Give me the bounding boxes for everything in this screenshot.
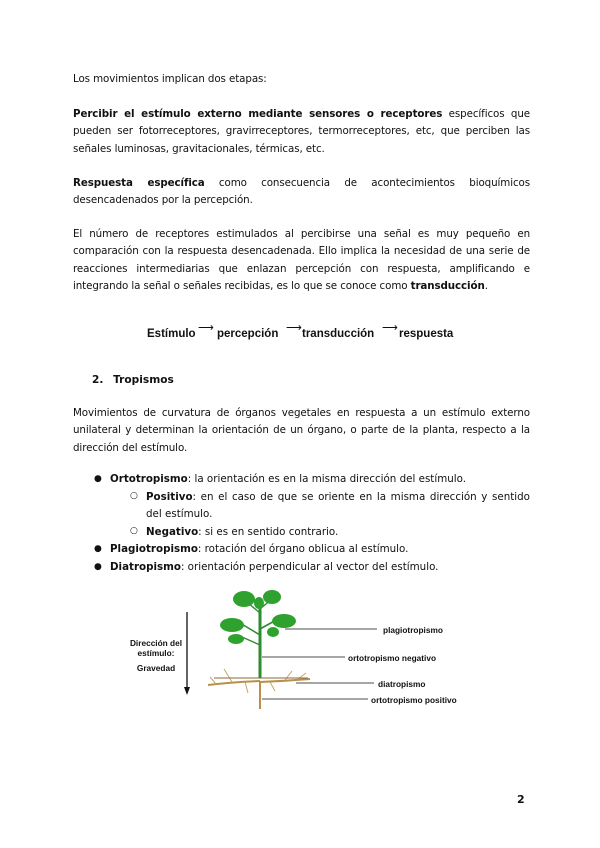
transduccion-text: El número de receptores estimulados al percibirse una señal es muy pequeño en comparación con la respuesta desencadenada. Ello implica la necesidad de una serie de reacciones intermediarias que enlazan percepción con respuesta, amplificando e integrando la señal o señales recibidas, es lo que se conoce como [73, 228, 530, 293]
bullet-dot-icon: ● [94, 562, 102, 572]
positivo-term: Positivo [146, 491, 193, 503]
bullet-circle-icon: ○ [130, 526, 138, 536]
transduccion-bold: transducción [410, 280, 485, 293]
etapa-percibir-paragraph [73, 106, 530, 158]
bullet-circle-icon: ○ [130, 491, 138, 501]
plagiotropismo-term: Plagiotropismo [110, 543, 198, 555]
ortotropismo-desc: : la orientación es en la misma dirección del estímulo. [187, 473, 467, 485]
bullet-dot-icon: ● [94, 474, 102, 484]
figure-pointer-lines [262, 629, 377, 699]
bullet-plagiotropismo [110, 541, 530, 558]
plant-illustration-icon [208, 590, 310, 709]
figure-label-plagiotropismo: plagiotropismo [383, 625, 443, 635]
etapa-respuesta-paragraph [73, 175, 530, 210]
intro-paragraph: Los movimientos implican dos etapas: [73, 73, 267, 85]
gravity-arrow-icon [184, 612, 190, 695]
flow-respuesta: respuesta [399, 328, 454, 340]
etapa-respuesta-bold: Respuesta específica [73, 177, 205, 189]
plagiotropismo-desc: : rotación del órgano oblicua al estímulo. [197, 543, 409, 555]
figure-label-direccion-1: Dirección del [129, 638, 183, 648]
bullet-negativo [146, 524, 530, 541]
section-title: Tropismos [113, 374, 174, 386]
diatropismo-term: Diatropismo [110, 561, 181, 573]
transduccion-end: . [484, 280, 488, 293]
flow-arrow-3: ⟶ [382, 322, 398, 334]
bullet-positivo [146, 489, 530, 523]
figure-label-ortotropismo-positivo: ortotropismo positivo [371, 695, 457, 705]
figure-label-direccion-2: estímulo: [137, 648, 175, 658]
bullet-dot-icon: ● [94, 544, 102, 554]
section-heading [92, 374, 174, 386]
ortotropismo-term: Ortotropismo [110, 473, 188, 485]
bullet-ortotropismo [110, 471, 530, 488]
bullet-diatropismo [110, 559, 530, 576]
page-number: 2 [517, 793, 525, 806]
etapa-respuesta-text: como consecuencia de acontecimientos bioquímicos desencadenados por la percepción. [73, 177, 530, 207]
figure-label-gravedad: Gravedad [136, 663, 176, 673]
figure-label-diatropismo: diatropismo [378, 679, 426, 689]
section-number: 2. [92, 374, 104, 386]
flow-estimulo: Estímulo [147, 328, 196, 340]
tropismos-definition: Movimientos de curvatura de órganos vegetales en respuesta a un estímulo externo unilateral y determinan la orientación de un órgano, o parte de la planta, respecto a la dirección del estímulo. [73, 407, 530, 454]
etapa-percibir-bold: Percibir el estímulo externo mediante sensores o receptores [73, 108, 443, 120]
flow-transduccion: transducción [302, 328, 375, 340]
negativo-desc: : si es en sentido contrario. [198, 526, 339, 538]
flow-percepcion: percepción [217, 328, 279, 340]
flow-arrow-2: ⟶ [286, 322, 302, 334]
flow-arrow-1: ⟶ [198, 322, 214, 334]
transduccion-paragraph [73, 226, 530, 296]
tropism-figure [120, 585, 520, 715]
negativo-term: Negativo [146, 526, 199, 538]
etapa-percibir-text: específicos que pueden ser fotorreceptores, gravirreceptores, termorreceptores, etc, que perciben las señales luminosas, gravitacionales, térmicas, etc. [73, 108, 530, 155]
figure-label-ortotropismo-negativo: ortotropismo negativo [348, 653, 437, 663]
diatropismo-desc: : orientación perpendicular al vector del estímulo. [180, 561, 439, 573]
positivo-desc: : en el caso de que se oriente en la misma dirección y sentido del estímulo. [146, 491, 530, 520]
